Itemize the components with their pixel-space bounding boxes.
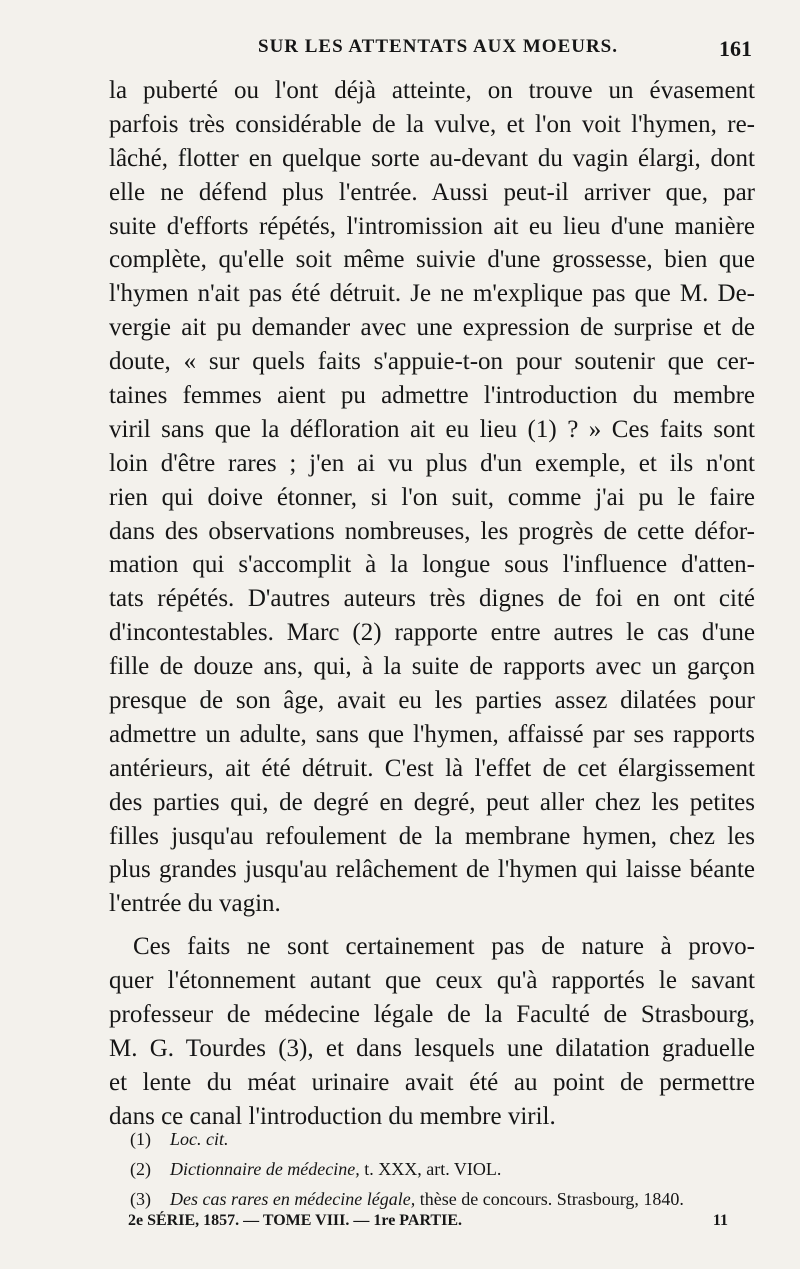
footnote-mark: (3)	[130, 1189, 151, 1209]
text-line: tats répétés. D'autres auteurs très dignes de foi en ont cité	[109, 585, 755, 613]
footnote-1	[130, 1124, 755, 1154]
footnote-2	[130, 1154, 755, 1184]
text-line: fille de douze ans, qui, à la suite de rapports avec un garçon	[109, 653, 755, 681]
text-line: presque de son âge, avait eu les parties assez dilatées pour	[109, 687, 755, 715]
running-title: SUR LES ATTENTATS AUX MOEURS.	[258, 36, 618, 57]
text-line: Ces faits ne sont certainement pas de nature à provo-	[133, 933, 755, 961]
footnote-mark: (1)	[130, 1129, 151, 1149]
text-line: des parties qui, de degré en degré, peut aller chez les petites	[109, 788, 755, 816]
text-line: dans ce canal l'introduction du membre viril.	[109, 1102, 556, 1130]
footnote-source: Des cas rares en médecine légale,	[170, 1189, 416, 1209]
text-line: professeur de médecine légale de la Faculté de Strasbourg,	[109, 1001, 755, 1029]
running-header	[0, 36, 800, 70]
footnote-mark: (2)	[130, 1159, 151, 1179]
body-text	[109, 74, 755, 1134]
text-line: viril sans que la défloration ait eu lieu (1) ? » Ces faits sont	[109, 415, 755, 443]
text-line: M. G. Tourdes (3), et dans lesquels une dilatation graduelle	[109, 1034, 755, 1062]
series-info: 2e SÉRIE, 1857. — TOME VIII. — 1re PARTIE.	[128, 1212, 462, 1229]
text-line: plus grandes jusqu'au relâchement de l'hymen qui laisse béante	[109, 856, 755, 884]
text-line: la puberté ou l'ont déjà atteinte, on trouve un évasement	[109, 77, 755, 104]
text-line: mation qui s'accomplit à la longue sous l'influence d'atten-	[109, 551, 755, 579]
text-line: doute, « sur quels faits s'appuie-t-on pour soutenir que cer-	[109, 348, 755, 376]
text-line: taines femmes aient pu admettre l'introduction du membre	[109, 382, 755, 410]
signature-mark: 11	[712, 1212, 728, 1229]
page-footer	[128, 1212, 756, 1230]
text-line: l'hymen n'ait pas été détruit. Je ne m'explique pas que M. De-	[109, 280, 755, 308]
text-line: quer l'étonnement autant que ceux qu'à rapportés le savant	[109, 967, 755, 995]
text-line: parfois très considérable de la vulve, et l'on voit l'hymen, re-	[109, 110, 755, 138]
footnotes	[130, 1124, 755, 1214]
text-line: dans des observations nombreuses, les progrès de cette défor-	[109, 517, 755, 545]
footnote-detail: thèse de concours. Strasbourg, 1840.	[415, 1189, 684, 1209]
text-line: l'entrée du vagin.	[109, 890, 281, 918]
text-line: vergie ait pu demander avec une expression de surprise et de	[109, 314, 755, 342]
footnote-source: Dictionnaire de médecine,	[170, 1159, 360, 1179]
paragraph-1	[109, 74, 755, 921]
text-line: et lente du méat urinaire avait été au point de permettre	[109, 1068, 755, 1096]
text-line: lâché, flotter en quelque sorte au-devant du vagin élargi, dont	[109, 144, 755, 172]
text-line: elle ne défend plus l'entrée. Aussi peut-il arriver que, par	[109, 178, 755, 206]
page-number: 161	[719, 36, 752, 61]
text-line: filles jusqu'au refoulement de la membrane hymen, chez les	[109, 822, 755, 850]
paragraph-2	[109, 930, 755, 1133]
text-line: antérieurs, ait été détruit. C'est là l'effet de cet élargissement	[109, 754, 755, 782]
footnote-source: Loc. cit.	[170, 1129, 229, 1149]
text-line: admettre un adulte, sans que l'hymen, affaissé par ses rapports	[109, 720, 755, 748]
text-line: loin d'être rares ; j'en ai vu plus d'un exemple, et ils n'ont	[109, 449, 755, 477]
text-line: complète, qu'elle soit même suivie d'une grossesse, bien que	[109, 246, 755, 274]
text-line: d'incontestables. Marc (2) rapporte entre autres le cas d'une	[109, 619, 755, 647]
text-line: rien qui doive étonner, si l'on suit, comme j'ai pu le faire	[109, 483, 755, 511]
footnote-detail: t. XXX, art. VIOL.	[359, 1159, 502, 1179]
footnote-3	[130, 1184, 755, 1214]
text-line: suite d'efforts répétés, l'intromission ait eu lieu d'une manière	[109, 212, 755, 240]
